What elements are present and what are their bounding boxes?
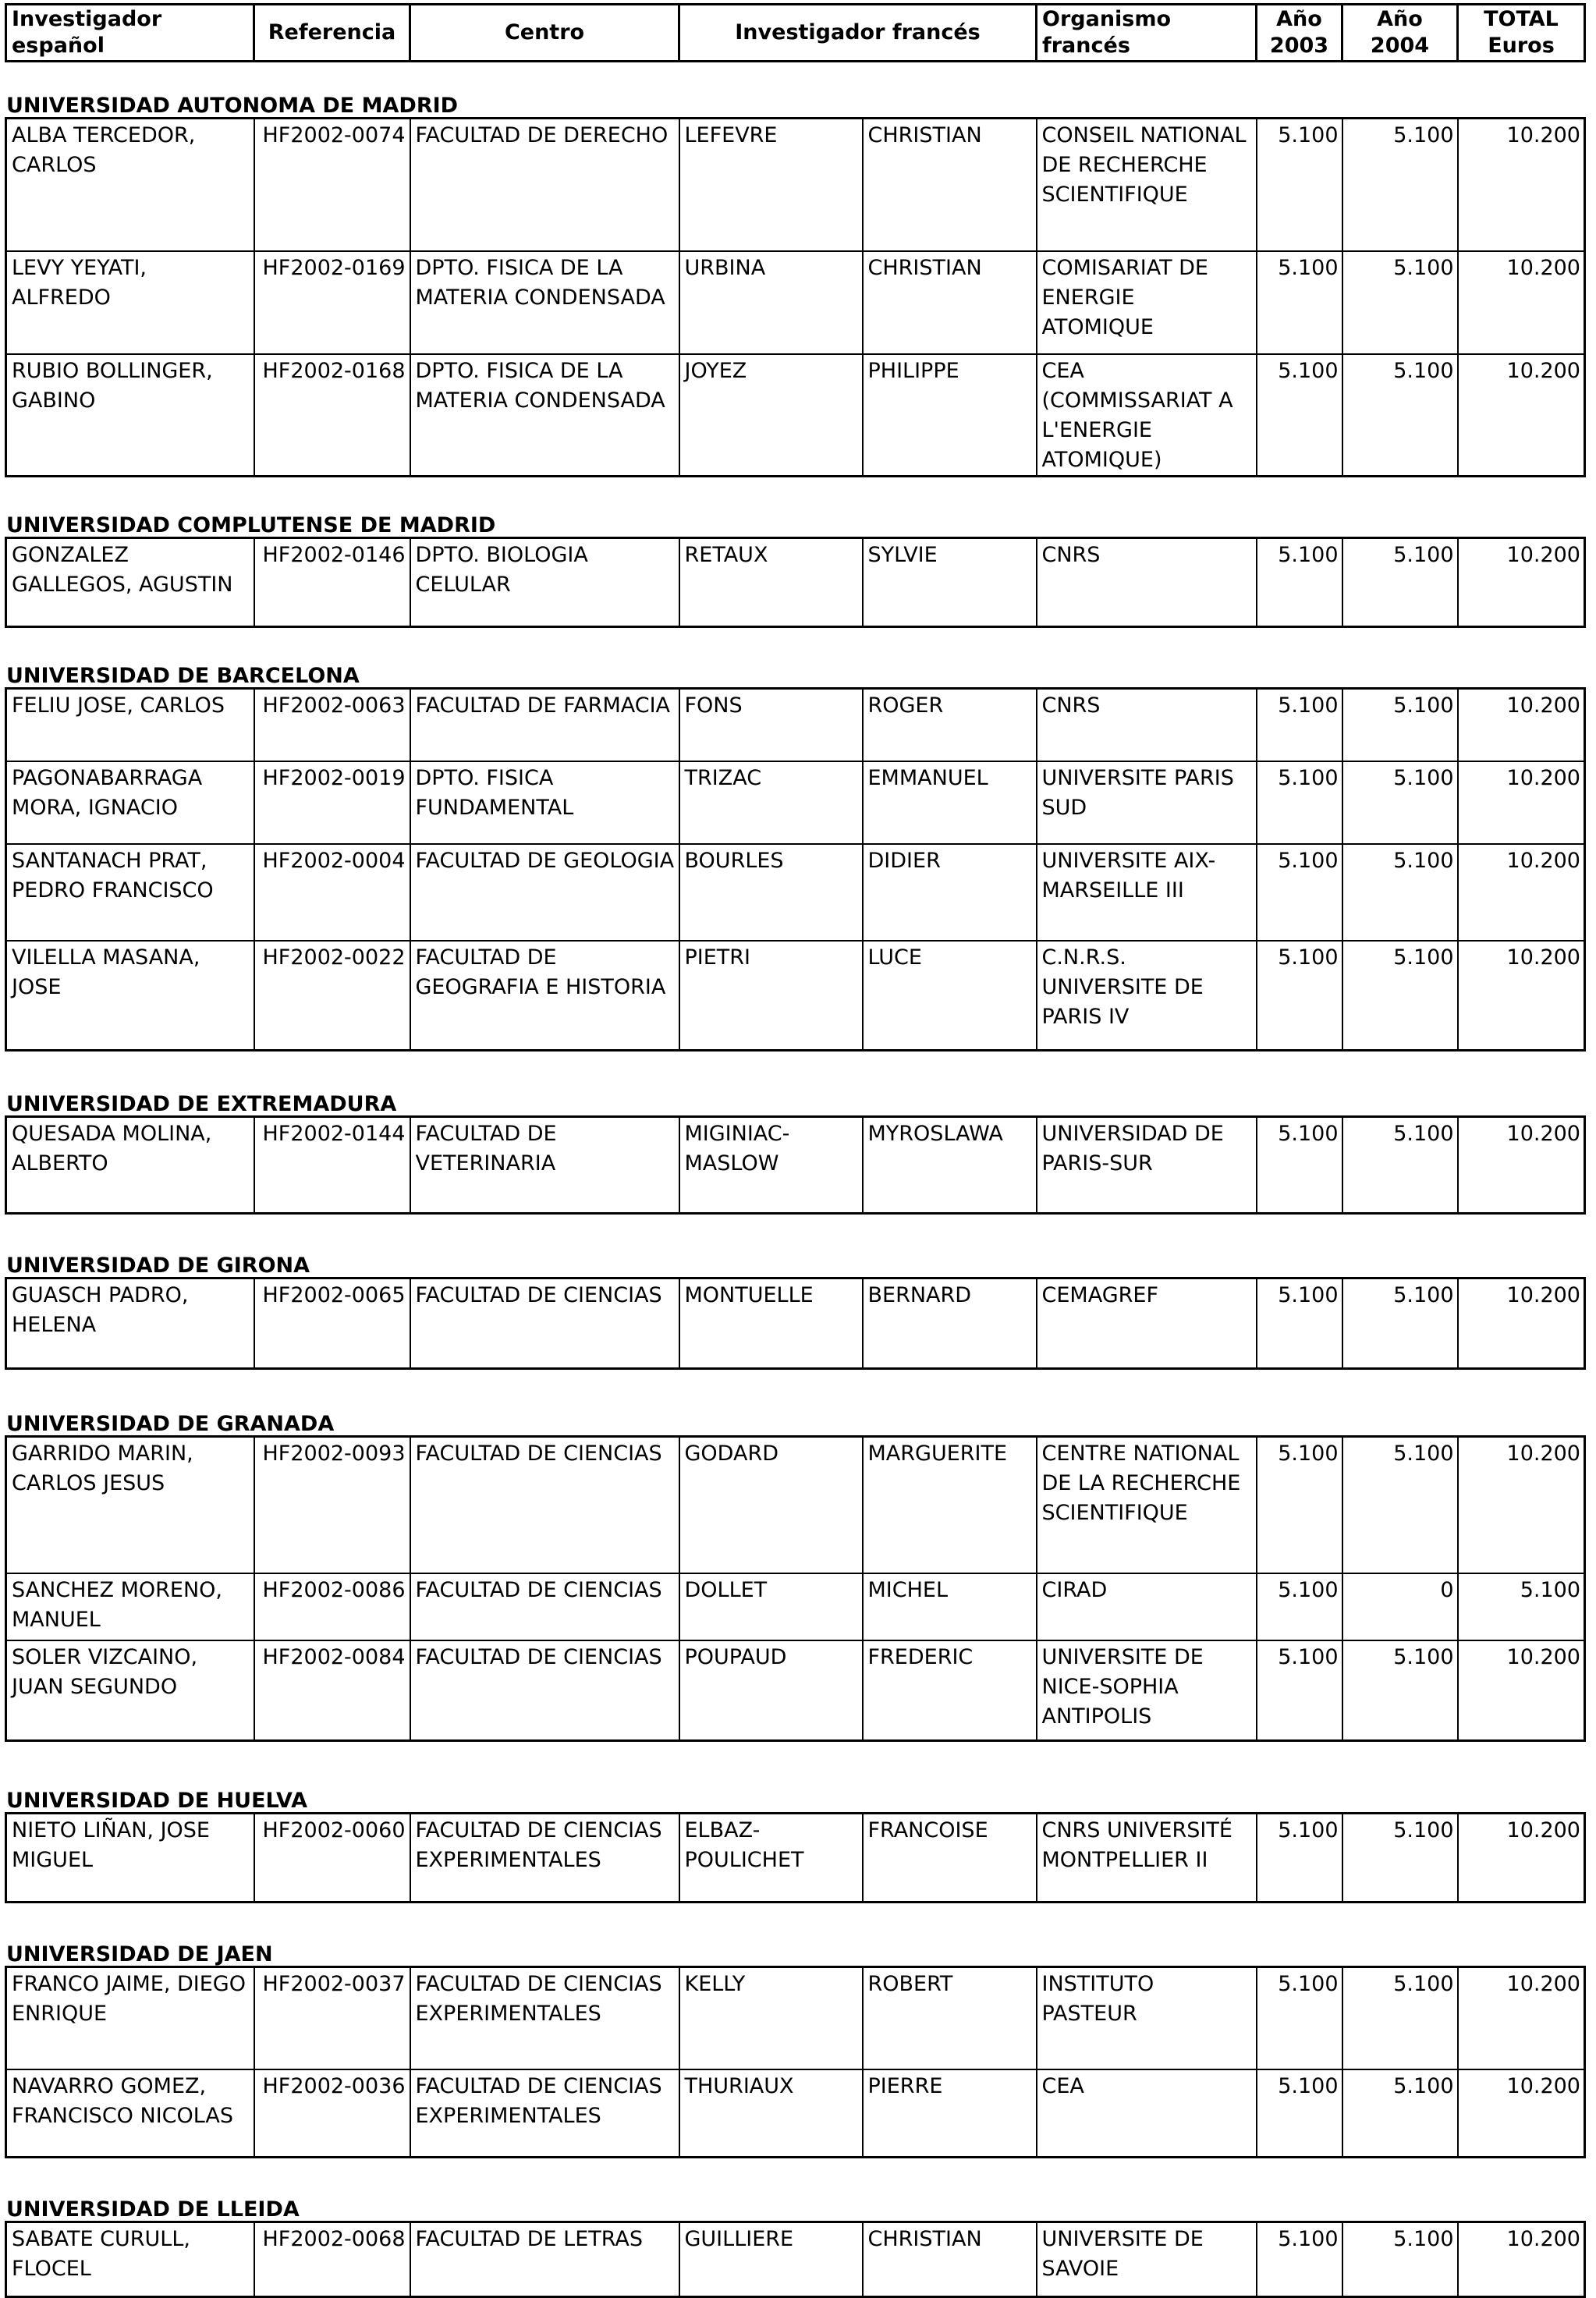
cell-importe-2003: 5.100	[1257, 2222, 1342, 2296]
header-ano-2003: Año 2003	[1257, 5, 1342, 62]
university-title: UNIVERSIDAD COMPLUTENSE DE MADRID	[6, 512, 496, 537]
cell-centro: FACULTAD DE CIENCIAS	[410, 1573, 679, 1640]
cell-investigador-frances-nombre: CHRISTIAN	[863, 251, 1037, 354]
cell-organismo-frances: INSTITUTO PASTEUR	[1037, 1966, 1257, 2069]
cell-investigador-frances-nombre: LUCE	[863, 941, 1037, 1050]
cell-investigador-espanol: FELIU JOSE, CARLOS	[6, 688, 254, 761]
cell-referencia: HF2002-0146	[254, 537, 410, 626]
table-row	[6, 1278, 1585, 1368]
cell-investigador-espanol: VILELLA MASANA, JOSE	[6, 941, 254, 1050]
cell-investigador-frances-nombre: FREDERIC	[863, 1640, 1037, 1740]
university-groups	[5, 95, 1588, 2298]
header-organismo-frances: Organismo francés	[1037, 5, 1257, 62]
cell-organismo-frances: CNRS UNIVERSITÉ MONTPELLIER II	[1037, 1813, 1257, 1902]
cell-investigador-frances-nombre: DIDIER	[863, 844, 1037, 941]
cell-importe-total: 10.200	[1458, 1278, 1585, 1368]
cell-centro: FACULTAD DE CIENCIAS	[410, 1640, 679, 1740]
cell-referencia: HF2002-0060	[254, 1813, 410, 1902]
university-section	[5, 2199, 1588, 2298]
cell-organismo-frances: UNIVERSIDAD DE PARIS-SUR	[1037, 1116, 1257, 1213]
cell-importe-2003: 5.100	[1257, 1116, 1342, 1213]
cell-investigador-frances-apellido: JOYEZ	[679, 354, 863, 477]
cell-investigador-espanol: PAGONABARRAGA MORA, IGNACIO	[6, 761, 254, 844]
cell-importe-2003: 5.100	[1257, 1640, 1342, 1740]
cell-investigador-frances-apellido: GODARD	[679, 1436, 863, 1573]
university-section	[5, 1255, 1588, 1370]
cell-investigador-frances-apellido: MONTUELLE	[679, 1278, 863, 1368]
cell-organismo-frances: CNRS	[1037, 688, 1257, 761]
cell-importe-2003: 5.100	[1257, 354, 1342, 477]
table-row	[6, 2069, 1585, 2157]
cell-centro: FACULTAD DE GEOGRAFIA E HISTORIA	[410, 941, 679, 1050]
university-title: UNIVERSIDAD AUTONOMA DE MADRID	[6, 94, 459, 118]
university-section	[5, 95, 1588, 477]
cell-importe-total: 10.200	[1458, 1436, 1585, 1573]
university-title: UNIVERSIDAD DE JAEN	[6, 1942, 273, 1966]
cell-investigador-frances-apellido: POUPAUD	[679, 1640, 863, 1740]
cell-importe-2003: 5.100	[1257, 1278, 1342, 1368]
cell-investigador-frances-nombre: CHRISTIAN	[863, 119, 1037, 251]
cell-organismo-frances: COMISARIAT DE ENERGIE ATOMIQUE	[1037, 251, 1257, 354]
cell-referencia: HF2002-0144	[254, 1116, 410, 1213]
cell-investigador-frances-apellido: MIGINIAC-MASLOW	[679, 1116, 863, 1213]
cell-importe-2004: 5.100	[1342, 354, 1458, 477]
cell-importe-2003: 5.100	[1257, 537, 1342, 626]
cell-investigador-espanol: SOLER VIZCAINO, JUAN SEGUNDO	[6, 1640, 254, 1740]
cell-investigador-espanol: GONZALEZ GALLEGOS, AGUSTIN	[6, 537, 254, 626]
cell-centro: FACULTAD DE GEOLOGIA	[410, 844, 679, 941]
cell-organismo-frances: C.N.R.S. UNIVERSITE DE PARIS IV	[1037, 941, 1257, 1050]
cell-importe-total: 10.200	[1458, 2069, 1585, 2157]
grants-table	[5, 687, 1586, 1051]
cell-importe-2003: 5.100	[1257, 688, 1342, 761]
grants-table	[5, 2221, 1586, 2298]
cell-importe-2004: 5.100	[1342, 2222, 1458, 2296]
cell-investigador-frances-apellido: THURIAUX	[679, 2069, 863, 2157]
cell-centro: DPTO. FISICA DE LA MATERIA CONDENSADA	[410, 251, 679, 354]
grants-table	[5, 117, 1586, 477]
cell-organismo-frances: CEA	[1037, 2069, 1257, 2157]
cell-investigador-espanol: FRANCO JAIME, DIEGO ENRIQUE	[6, 1966, 254, 2069]
cell-importe-total: 10.200	[1458, 844, 1585, 941]
cell-importe-2004: 5.100	[1342, 1640, 1458, 1740]
cell-investigador-frances-apellido: RETAUX	[679, 537, 863, 626]
cell-centro: FACULTAD DE DERECHO	[410, 119, 679, 251]
cell-investigador-espanol: GUASCH PADRO, HELENA	[6, 1278, 254, 1368]
cell-investigador-espanol: RUBIO BOLLINGER, GABINO	[6, 354, 254, 477]
cell-investigador-frances-apellido: ELBAZ-POULICHET	[679, 1813, 863, 1902]
grants-table	[5, 1115, 1586, 1215]
table-row	[6, 1640, 1585, 1740]
cell-importe-2004: 5.100	[1342, 1116, 1458, 1213]
header-investigador-frances: Investigador francés	[679, 5, 1037, 62]
cell-importe-2004: 5.100	[1342, 2069, 1458, 2157]
cell-centro: FACULTAD DE CIENCIAS EXPERIMENTALES	[410, 1966, 679, 2069]
cell-organismo-frances: UNIVERSITE DE SAVOIE	[1037, 2222, 1257, 2296]
university-title: UNIVERSIDAD DE BARCELONA	[6, 663, 360, 688]
header-investigador-espanol: Investigador español	[6, 5, 254, 62]
table-row	[6, 1966, 1585, 2069]
cell-importe-2004: 5.100	[1342, 688, 1458, 761]
cell-importe-total: 10.200	[1458, 119, 1585, 251]
cell-investigador-espanol: NAVARRO GOMEZ, FRANCISCO NICOLAS	[6, 2069, 254, 2157]
cell-investigador-frances-nombre: MYROSLAWA	[863, 1116, 1037, 1213]
table-row	[6, 1813, 1585, 1902]
cell-importe-total: 10.200	[1458, 251, 1585, 354]
cell-importe-2004: 5.100	[1342, 119, 1458, 251]
document-page	[5, 0, 1588, 2298]
cell-centro: FACULTAD DE VETERINARIA	[410, 1116, 679, 1213]
university-title: UNIVERSIDAD DE LLEIDA	[6, 2197, 300, 2222]
grants-table	[5, 537, 1586, 628]
cell-centro: FACULTAD DE CIENCIAS EXPERIMENTALES	[410, 2069, 679, 2157]
column-header-table	[5, 3, 1586, 62]
table-row	[6, 354, 1585, 477]
cell-investigador-espanol: SANTANACH PRAT, PEDRO FRANCISCO	[6, 844, 254, 941]
cell-organismo-frances: UNIVERSITE PARIS SUD	[1037, 761, 1257, 844]
cell-importe-total: 10.200	[1458, 1966, 1585, 2069]
cell-referencia: HF2002-0074	[254, 119, 410, 251]
cell-centro: FACULTAD DE FARMACIA	[410, 688, 679, 761]
cell-referencia: HF2002-0093	[254, 1436, 410, 1573]
cell-investigador-espanol: SABATE CURULL, FLOCEL	[6, 2222, 254, 2296]
cell-investigador-frances-apellido: URBINA	[679, 251, 863, 354]
cell-investigador-espanol: LEVY YEYATI, ALFREDO	[6, 251, 254, 354]
cell-importe-2003: 5.100	[1257, 1436, 1342, 1573]
cell-investigador-frances-nombre: PIERRE	[863, 2069, 1037, 2157]
cell-centro: FACULTAD DE CIENCIAS EXPERIMENTALES	[410, 1813, 679, 1902]
cell-referencia: HF2002-0004	[254, 844, 410, 941]
table-row	[6, 251, 1585, 354]
cell-importe-2003: 5.100	[1257, 2069, 1342, 2157]
grants-table	[5, 1435, 1586, 1742]
cell-organismo-frances: UNIVERSITE DE NICE-SOPHIA ANTIPOLIS	[1037, 1640, 1257, 1740]
cell-importe-total: 10.200	[1458, 1640, 1585, 1740]
cell-importe-total: 10.200	[1458, 941, 1585, 1050]
cell-investigador-frances-nombre: MICHEL	[863, 1573, 1037, 1640]
cell-importe-2003: 5.100	[1257, 941, 1342, 1050]
header-ano-2004: Año 2004	[1342, 5, 1458, 62]
cell-importe-2004: 5.100	[1342, 1436, 1458, 1573]
header-total-euros: TOTAL Euros	[1458, 5, 1585, 62]
cell-referencia: HF2002-0169	[254, 251, 410, 354]
cell-referencia: HF2002-0065	[254, 1278, 410, 1368]
cell-importe-total: 10.200	[1458, 688, 1585, 761]
cell-centro: DPTO. FISICA FUNDAMENTAL	[410, 761, 679, 844]
cell-investigador-frances-apellido: LEFEVRE	[679, 119, 863, 251]
table-row	[6, 1573, 1585, 1640]
cell-importe-2004: 5.100	[1342, 537, 1458, 626]
cell-investigador-frances-nombre: BERNARD	[863, 1278, 1037, 1368]
university-section	[5, 1790, 1588, 1903]
cell-referencia: HF2002-0086	[254, 1573, 410, 1640]
cell-referencia: HF2002-0084	[254, 1640, 410, 1740]
header-row	[6, 5, 1585, 62]
cell-investigador-frances-nombre: PHILIPPE	[863, 354, 1037, 477]
cell-organismo-frances: CEMAGREF	[1037, 1278, 1257, 1368]
cell-organismo-frances: CENTRE NATIONAL DE LA RECHERCHE SCIENTIFIQUE	[1037, 1436, 1257, 1573]
table-row	[6, 1436, 1585, 1573]
cell-investigador-frances-apellido: BOURLES	[679, 844, 863, 941]
cell-importe-total: 10.200	[1458, 2222, 1585, 2296]
table-row	[6, 1116, 1585, 1213]
cell-importe-2003: 5.100	[1257, 251, 1342, 354]
cell-centro: FACULTAD DE CIENCIAS	[410, 1436, 679, 1573]
cell-importe-2003: 5.100	[1257, 1813, 1342, 1902]
university-section	[5, 665, 1588, 1051]
cell-investigador-frances-nombre: SYLVIE	[863, 537, 1037, 626]
cell-referencia: HF2002-0168	[254, 354, 410, 477]
cell-investigador-frances-nombre: MARGUERITE	[863, 1436, 1037, 1573]
cell-investigador-espanol: NIETO LIÑAN, JOSE MIGUEL	[6, 1813, 254, 1902]
cell-investigador-espanol: ALBA TERCEDOR, CARLOS	[6, 119, 254, 251]
header-centro: Centro	[410, 5, 679, 62]
university-title: UNIVERSIDAD DE EXTREMADURA	[6, 1091, 397, 1116]
cell-organismo-frances: CEA (COMMISSARIAT A L'ENERGIE ATOMIQUE)	[1037, 354, 1257, 477]
cell-referencia: HF2002-0019	[254, 761, 410, 844]
table-row	[6, 2222, 1585, 2296]
table-row	[6, 119, 1585, 251]
cell-investigador-frances-apellido: KELLY	[679, 1966, 863, 2069]
cell-investigador-frances-apellido: TRIZAC	[679, 761, 863, 844]
table-row	[6, 537, 1585, 626]
cell-importe-2003: 5.100	[1257, 761, 1342, 844]
cell-organismo-frances: UNIVERSITE AIX-MARSEILLE III	[1037, 844, 1257, 941]
cell-organismo-frances: CNRS	[1037, 537, 1257, 626]
table-row	[6, 688, 1585, 761]
cell-investigador-frances-apellido: GUILLIERE	[679, 2222, 863, 2296]
cell-centro: FACULTAD DE LETRAS	[410, 2222, 679, 2296]
cell-investigador-frances-nombre: FRANCOISE	[863, 1813, 1037, 1902]
cell-organismo-frances: CIRAD	[1037, 1573, 1257, 1640]
cell-importe-2003: 5.100	[1257, 844, 1342, 941]
cell-referencia: HF2002-0068	[254, 2222, 410, 2296]
cell-importe-total: 10.200	[1458, 354, 1585, 477]
cell-importe-2004: 0	[1342, 1573, 1458, 1640]
cell-referencia: HF2002-0036	[254, 2069, 410, 2157]
cell-referencia: HF2002-0037	[254, 1966, 410, 2069]
cell-investigador-frances-apellido: PIETRI	[679, 941, 863, 1050]
cell-investigador-frances-nombre: CHRISTIAN	[863, 2222, 1037, 2296]
grants-table	[5, 1812, 1586, 1903]
table-row	[6, 761, 1585, 844]
university-section	[5, 512, 1588, 628]
grants-table	[5, 1966, 1586, 2158]
university-title: UNIVERSIDAD DE GIRONA	[6, 1253, 310, 1278]
university-title: UNIVERSIDAD DE GRANADA	[6, 1411, 335, 1436]
cell-investigador-frances-apellido: FONS	[679, 688, 863, 761]
cell-centro: DPTO. FISICA DE LA MATERIA CONDENSADA	[410, 354, 679, 477]
cell-importe-total: 10.200	[1458, 761, 1585, 844]
cell-importe-2004: 5.100	[1342, 941, 1458, 1050]
cell-importe-2004: 5.100	[1342, 761, 1458, 844]
university-section	[5, 1944, 1588, 2158]
table-row	[6, 941, 1585, 1050]
grants-table	[5, 1277, 1586, 1370]
cell-importe-2004: 5.100	[1342, 844, 1458, 941]
university-section	[5, 1413, 1588, 1742]
cell-importe-2004: 5.100	[1342, 1966, 1458, 2069]
cell-importe-2003: 5.100	[1257, 119, 1342, 251]
cell-importe-total: 10.200	[1458, 1116, 1585, 1213]
cell-investigador-espanol: QUESADA MOLINA, ALBERTO	[6, 1116, 254, 1213]
cell-investigador-espanol: SANCHEZ MORENO, MANUEL	[6, 1573, 254, 1640]
cell-investigador-frances-nombre: EMMANUEL	[863, 761, 1037, 844]
cell-investigador-frances-apellido: DOLLET	[679, 1573, 863, 1640]
cell-importe-2004: 5.100	[1342, 251, 1458, 354]
cell-referencia: HF2002-0022	[254, 941, 410, 1050]
cell-investigador-frances-nombre: ROBERT	[863, 1966, 1037, 2069]
university-title: UNIVERSIDAD DE HUELVA	[6, 1788, 307, 1813]
cell-centro: DPTO. BIOLOGIA CELULAR	[410, 537, 679, 626]
cell-centro: FACULTAD DE CIENCIAS	[410, 1278, 679, 1368]
cell-importe-2004: 5.100	[1342, 1278, 1458, 1368]
cell-importe-total: 10.200	[1458, 537, 1585, 626]
cell-importe-2003: 5.100	[1257, 1573, 1342, 1640]
table-row	[6, 844, 1585, 941]
cell-importe-2004: 5.100	[1342, 1813, 1458, 1902]
cell-investigador-frances-nombre: ROGER	[863, 688, 1037, 761]
cell-investigador-espanol: GARRIDO MARIN, CARLOS JESUS	[6, 1436, 254, 1573]
cell-importe-2003: 5.100	[1257, 1966, 1342, 2069]
cell-importe-total: 10.200	[1458, 1813, 1585, 1902]
cell-importe-total: 5.100	[1458, 1573, 1585, 1640]
university-section	[5, 1091, 1588, 1215]
cell-organismo-frances: CONSEIL NATIONAL DE RECHERCHE SCIENTIFIQUE	[1037, 119, 1257, 251]
header-referencia: Referencia	[254, 5, 410, 62]
cell-referencia: HF2002-0063	[254, 688, 410, 761]
